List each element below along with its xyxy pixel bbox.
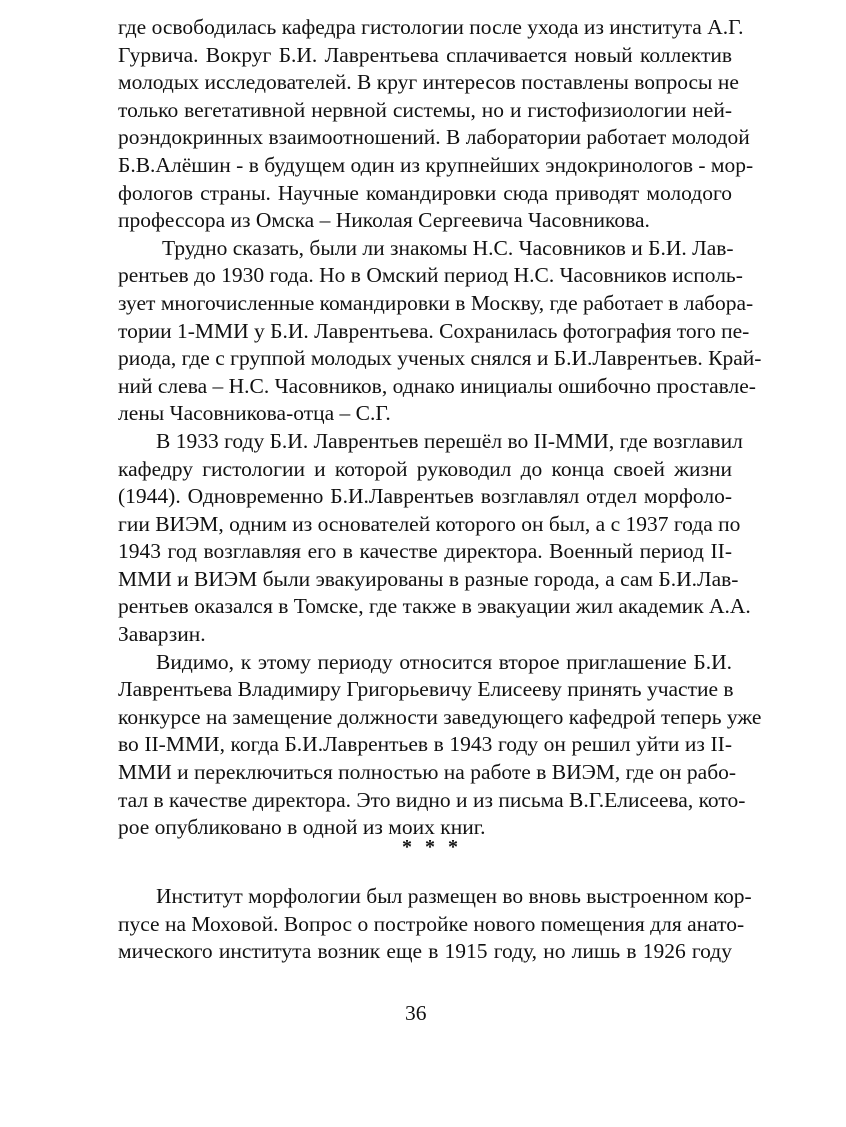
text-line: Лаврентьева Владимиру Григорьевичу Елисееву принять участие в bbox=[118, 677, 734, 702]
page-number: 36 bbox=[405, 1001, 427, 1025]
text-line: В 1933 году Б.И. Лаврентьев перешёл во II-ММИ, где возглавил bbox=[156, 428, 743, 453]
text-line: Б.В.Алёшин - в будущем один из крупнейших эндокринологов - мор- bbox=[118, 152, 754, 177]
paragraph-4 bbox=[118, 649, 762, 842]
text-line: Видимо, к этому периоду относится второе приглашение Б.И. bbox=[156, 649, 732, 674]
text-line: роэндокринных взаимоотношений. В лаборатории работает молодой bbox=[118, 125, 750, 150]
text-line: зует многочисленные командировки в Москву, где работает в лабора- bbox=[118, 290, 754, 315]
text-line: во II-ММИ, когда Б.И.Лаврентьев в 1943 году он решил уйти из II- bbox=[118, 732, 732, 757]
text-line: кафедру гистологии и которой руководил до конца своей жизни bbox=[118, 456, 732, 481]
text-line: профессора из Омска – Николая Сергеевича Часовникова. bbox=[118, 208, 650, 233]
text-line: молодых исследователей. В круг интересов поставлены вопросы не bbox=[118, 70, 739, 95]
text-line: фологов страны. Научные командировки сюда приводят молодого bbox=[118, 180, 732, 205]
closing-text bbox=[118, 883, 752, 966]
text-line: Заварзин. bbox=[118, 622, 206, 647]
text-line: (1944). Одновременно Б.И.Лаврентьев возглавлял отдел морфоло- bbox=[118, 484, 732, 509]
text-line: 1943 год возглавляя его в качестве директора. Военный период II- bbox=[118, 539, 732, 564]
text-line: лены Часовникова-отца – С.Г. bbox=[118, 401, 391, 426]
text-line: где освободилась кафедра гистологии после ухода из института А.Г. bbox=[118, 15, 744, 39]
paragraph-1 bbox=[118, 14, 754, 235]
text-line: рентьев оказался в Томске, где также в эвакуации жил академик А.А. bbox=[118, 594, 751, 619]
text-line: только вегетативной нервной системы, но и гистофизиологии ней- bbox=[118, 97, 732, 122]
text-line: тал в качестве директора. Это видно и из письма В.Г.Елисеева, кото- bbox=[118, 787, 746, 812]
text-line: мического института возник еще в 1915 году, но лишь в 1926 году bbox=[118, 939, 732, 964]
text-line: Институт морфологии был размещен во вновь выстроенном кор- bbox=[156, 884, 752, 908]
paragraph-5 bbox=[118, 883, 752, 966]
text-line: ний слева – Н.С. Часовников, однако инициалы ошибочно проставле- bbox=[118, 373, 756, 398]
text-line: пусе на Моховой. Вопрос о постройке нового помещения для анато- bbox=[118, 911, 745, 936]
section-separator: * * * bbox=[402, 836, 462, 858]
text-line: ММИ и переключиться полностью на работе в ВИЭМ, где он рабо- bbox=[118, 760, 737, 785]
text-line: рентьев до 1930 года. Но в Омский период Н.С. Часовников исполь- bbox=[118, 263, 743, 288]
text-line: риода, где с группой молодых ученых снялся и Б.И.Лаврентьев. Край- bbox=[118, 346, 762, 371]
body-text bbox=[118, 14, 762, 842]
text-line: Гурвича. Вокруг Б.И. Лаврентьева сплачивается новый коллектив bbox=[118, 42, 732, 67]
text-line: гии ВИЭМ, одним из основателей которого он был, а с 1937 года по bbox=[118, 511, 741, 536]
text-line: тории 1-ММИ у Б.И. Лаврентьева. Сохранилась фотография того пе- bbox=[118, 318, 750, 343]
text-line: конкурсе на замещение должности заведующего кафедрой теперь уже bbox=[118, 704, 762, 729]
text-line: Трудно сказать, были ли знакомы Н.С. Часовников и Б.И. Лав- bbox=[162, 235, 734, 260]
text-line: ММИ и ВИЭМ были эвакуированы в разные города, а сам Б.И.Лав- bbox=[118, 566, 739, 591]
text-line: рое опубликовано в одной из моих книг. bbox=[118, 815, 486, 840]
paragraph-2 bbox=[118, 235, 762, 428]
paragraph-3 bbox=[118, 428, 751, 649]
